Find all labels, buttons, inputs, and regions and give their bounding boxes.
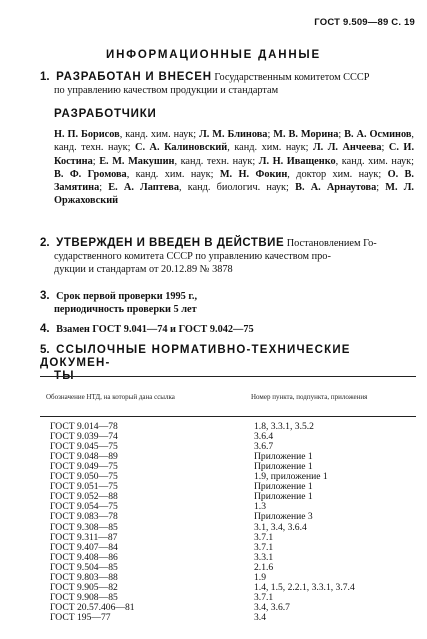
item-4-number: 4. [40, 323, 50, 335]
author-entry: О. В. Замятина; [54, 168, 414, 194]
author-entry: В. А. Арнаутова; [295, 182, 386, 194]
table-cell-document: ГОСТ 9.039—74 [50, 431, 118, 443]
table-cell-reference: Приложение 3 [254, 511, 313, 523]
table-cell-document: ГОСТ 9.311—87 [50, 531, 118, 543]
author-entry: Л. М. Блинова; [199, 129, 274, 140]
author-entry: В. Ф. Громова, канд. хим. наук; [54, 168, 220, 180]
item-1-number: 1. [40, 71, 50, 83]
item-4-text: Взамен ГОСТ 9.041—74 и ГОСТ 9.042—75 [56, 324, 254, 335]
table-col2-header: Номер пункта, подпункта, приложения [251, 393, 368, 401]
table-cell-reference: 3.7.1 [254, 541, 274, 553]
table-col1-header: Обозначение НТД, на который дана ссылка [46, 393, 175, 401]
table-cell-document: ГОСТ 9.908—85 [50, 591, 118, 603]
author-entry: Л. Н. Иващенко, канд. хим. наук; [258, 155, 414, 167]
table-top-rule [40, 376, 416, 377]
table-cell-reference: 1.8, 3.3.1, 3.5.2 [254, 421, 314, 432]
authors-list [54, 128, 414, 208]
table-cell-reference: Приложение 1 [254, 481, 313, 493]
item-1-lead: РАЗРАБОТАН И ВНЕСЕН [56, 71, 212, 83]
page-title: ИНФОРМАЦИОННЫЕ ДАННЫЕ [106, 49, 321, 61]
table-cell-reference: 1.9, приложение 1 [254, 471, 328, 483]
item-3 [40, 290, 412, 316]
item-2-lead: УТВЕРЖДЕН И ВВЕДЕН В ДЕЙСТВИЕ [56, 237, 285, 249]
item-3-line1: Срок первой проверки 1995 г., [56, 291, 198, 302]
table-cell-document: ГОСТ 9.083—78 [50, 511, 118, 523]
table-cell-reference: 3.4, 3.6.7 [254, 601, 290, 613]
table-cell-document: ГОСТ 9.308—85 [50, 521, 118, 533]
author-entry: В. А. Осминов, канд. техн. наук; [54, 129, 414, 154]
item-3-line2: периодичность проверки 5 лет [54, 304, 197, 315]
author-entry: С. А. Калиновский, канд. хим. наук; [135, 142, 313, 154]
item-1 [40, 71, 412, 97]
table-cell-reference: 3.6.7 [254, 441, 274, 453]
table-cell-document: ГОСТ 9.049—75 [50, 461, 118, 473]
table-cell-document: ГОСТ 9.014—78 [50, 421, 118, 432]
item-3-number: 3. [40, 290, 50, 302]
table-cell-reference: Приложение 1 [254, 461, 313, 473]
table-header-rule [40, 416, 416, 417]
table-cell-document: ГОСТ 9.045—75 [50, 441, 118, 453]
table-cell-reference: 3.7.1 [254, 591, 274, 603]
table-cell-reference: Приложение 1 [254, 451, 313, 463]
developers-heading: РАЗРАБОТЧИКИ [54, 108, 157, 120]
table-cell-reference: 3.6.4 [254, 431, 274, 443]
item-2-line3: дукции и стандартам от 20.12.89 № 3878 [54, 264, 233, 275]
table-cell-document: ГОСТ 9.051—75 [50, 481, 118, 493]
author-entry: С. И. Костина; [54, 142, 415, 167]
author-entry: Е. М. Макушин, канд. техн. наук; [99, 155, 259, 167]
table-cell-document: ГОСТ 9.504—85 [50, 561, 118, 573]
item-4 [40, 323, 412, 336]
author-entry: Н. П. Борисов, канд. хим. наук; [54, 129, 200, 140]
table-cell-document: ГОСТ 9.048—89 [50, 451, 118, 463]
item-5-line2: ТЫ [54, 370, 75, 382]
item-1-line2: по управлению качеством продукции и стандартам [54, 85, 279, 96]
item-5-line1: ССЫЛОЧНЫЕ НОРМАТИВНО-ТЕХНИЧЕСКИЕ ДОКУМЕН- [40, 344, 351, 369]
item-5-number: 5. [40, 344, 50, 356]
table-cell-reference: 3.1, 3.4, 3.6.4 [254, 521, 307, 533]
author-entry: М. В. Морина; [273, 129, 345, 140]
table-cell-document: ГОСТ 9.407—84 [50, 541, 118, 553]
table-cell-document: ГОСТ 9.052—88 [50, 491, 118, 503]
author-entry: М. Н. Фокин, доктор хим. наук; [219, 168, 388, 180]
table-cell-document: ГОСТ 9.050—75 [50, 471, 118, 483]
author-entry: Е. А. Лаптева, канд. биологич. наук; [108, 182, 296, 194]
item-5 [40, 344, 412, 383]
page-header: ГОСТ 9.509—89 С. 19 [314, 17, 415, 28]
table-cell-document: ГОСТ 9.905—82 [50, 581, 118, 593]
table-cell-document: ГОСТ 20.57.406—81 [50, 601, 135, 613]
table-cell-reference: 1.9 [254, 571, 266, 583]
table-cell-document: ГОСТ 9.054—75 [50, 501, 118, 513]
table-cell-reference: 3.4 [254, 611, 266, 623]
item-2 [40, 237, 412, 276]
table-cell-reference: 1.3 [254, 501, 266, 513]
table-cell-reference: 1.4, 1.5, 2.2.1, 3.3.1, 3.7.4 [254, 581, 355, 593]
table-cell-reference: 3.3.1 [254, 551, 274, 563]
item-2-line1-rest: Постановлением Го- [286, 238, 377, 249]
table-cell-reference: 3.7.1 [254, 531, 274, 543]
table-cell-reference: 2.1.6 [254, 561, 274, 573]
item-2-line2: сударственного комитета СССР по управлению качеством про- [54, 251, 331, 262]
item-1-line1-rest: Государственным комитетом СССР [214, 72, 370, 83]
table-cell-document: ГОСТ 9.408—86 [50, 551, 118, 563]
table-cell-reference: Приложение 1 [254, 491, 313, 503]
item-2-number: 2. [40, 237, 50, 249]
table-cell-document: ГОСТ 9.803—88 [50, 571, 118, 583]
author-entry: Л. Л. Анчеева; [312, 142, 389, 154]
table-cell-document: ГОСТ 195—77 [50, 611, 111, 623]
author-entry: М. Л. Оржаховский [54, 182, 414, 207]
